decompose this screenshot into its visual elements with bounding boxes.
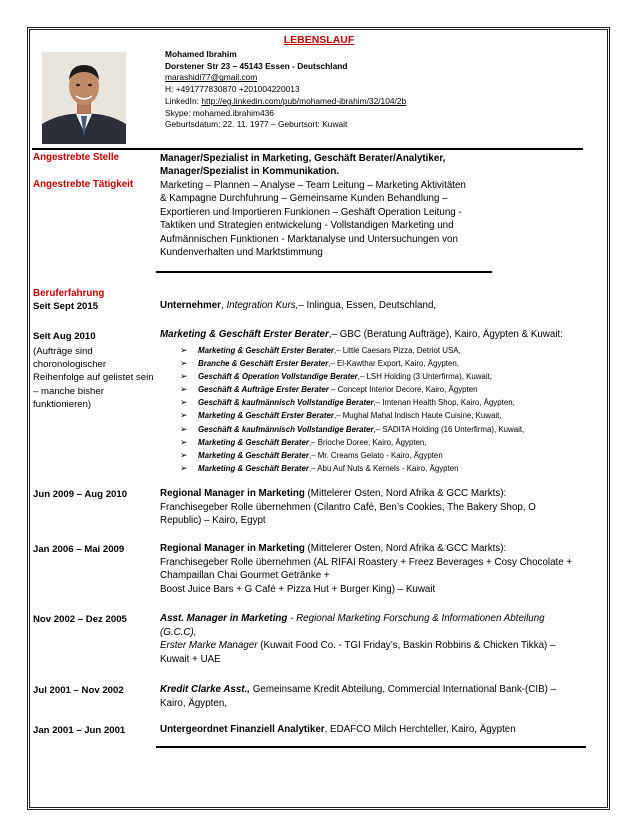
list-item-role: Marketing & Geschäft Erster Berater (198, 411, 334, 421)
date-job-2006: Jan 2006 – Mai 2009 (33, 544, 125, 555)
job-entry-2002 (160, 612, 600, 666)
list-item-client: ,– Brioche Doree, Kairo, Ägypten, (308, 437, 427, 447)
job-line: Champaillan Chai Gourmet Getränke + (160, 570, 330, 582)
list-item (180, 449, 524, 462)
job-entry-2009 (160, 487, 600, 528)
list-item-role: Geschäft & Operation Vollstandige Berater (198, 372, 358, 382)
consulting-list (180, 344, 524, 475)
activity-line: Aufmännischen Funktionen - Marktanalyse und Untersuchungen von (160, 233, 458, 245)
position-line: Manager/Spezialist in Marketing, Geschäft Berater/Analytiker, (160, 153, 446, 164)
linkedin (165, 96, 406, 108)
job-role: Untergeordnet Finanziell Analytiker (160, 724, 325, 735)
job-line: , EDAFCO Milch Herchteller, Kairo, Ägypten (324, 724, 516, 735)
job-line: (G.C.C), (160, 626, 197, 638)
arrow-bullet-icon: ➢ (180, 345, 188, 355)
list-item-client: ,– Imtenan Health Shop, Kairo, Ägypten, (373, 398, 515, 408)
job-role: Kredit Clarke Asst., (160, 684, 251, 695)
job-entry-2006 (160, 542, 600, 596)
arrow-bullet-icon: ➢ (180, 449, 188, 460)
profile-photo (42, 52, 126, 144)
linkedin-link[interactable]: http://eg.linkedin.com/pub/mohamed-ibrahim/32/104/2b (201, 95, 407, 106)
course-place: – Inlingua, Essen, Deutschland, (298, 300, 437, 311)
activity-text (160, 179, 466, 259)
list-item-role: Geschäft & kaufmännisch Vollstandige Berater (198, 398, 374, 408)
list-item (180, 462, 524, 475)
page-title: LEBENSLAUF (283, 34, 355, 46)
list-item-role: Geschäft & Aufträge Erster Berater (198, 385, 329, 395)
entry-since-2010 (160, 328, 600, 342)
activity-line: Exportieren und Importieren Funkionen – Geshäft Operation Leitung - (160, 206, 462, 218)
list-item (180, 409, 524, 422)
separator: , (220, 300, 227, 311)
date-job-2002: Nov 2002 – Dez 2005 (33, 614, 127, 625)
job-role-secondary: Erster Marke Manager (160, 640, 258, 652)
list-item-client: ,– SADITA Holding (16 Unterfirma), Kuwait, (373, 424, 525, 434)
job-role: Asst. Manager in Marketing (160, 613, 288, 624)
job-entry-2001b (160, 683, 600, 710)
job-line: (Mittelerer Osten, Nord Afrika & GCC Markts): (304, 543, 507, 554)
activity-line: Kundenverhalten und Marktstimmung (160, 247, 323, 259)
date-job-2009: Jun 2009 – Aug 2010 (33, 489, 128, 500)
job-line: Gemeinsame Kredit Abteilung, Commercial International Bank-(CIB) – (250, 684, 557, 695)
contact-block (165, 49, 406, 131)
list-item (180, 357, 524, 370)
list-item-role: Marketing & Geschäft Berater (198, 437, 309, 447)
email-link[interactable]: marashidi77@gmail.com (165, 72, 258, 83)
order-note: (Aufträge sind choronologischer Reihenfolge auf gelistet sein – manche bisher funktionieren) (33, 346, 154, 410)
list-item-client: ,– Mr. Creams Gelato - Kairo, Ägypten (308, 450, 443, 460)
job-line: Kairo, Ägypten, (160, 697, 227, 709)
skype: Skype: mohamed.ibrahim436 (165, 107, 274, 118)
list-item (180, 423, 524, 436)
list-item-client: ,– Abu Auf Nuts & Kernels - Kairo, Ägypten (308, 463, 459, 473)
job-line: Franchisegeber Rolle übernehmen (AL RIFAI Roastery + Freez Beverages + Cosy Chocolate + (160, 556, 573, 568)
date-since-2015: Seit Sept 2015 (33, 301, 99, 312)
arrow-bullet-icon: ➢ (180, 397, 188, 408)
company: Unternehmer (160, 300, 221, 311)
list-item-client: ,– El-Kawthar Export, Kairo, Ägypten, (328, 359, 459, 369)
date-job-2001a: Jan 2001 – Jun 2001 (33, 725, 126, 736)
job-line: Franchisegeber Rolle übernehmen (Cilantro Café, Ben’s Cookies, The Bakery Shop, O (160, 501, 536, 513)
job-line: - Regional Marketing Forschung & Informationen Abteilung (287, 613, 545, 624)
job-line: Republic) – Kairo, Egypt (160, 515, 266, 527)
job-line: Kuwait + UAE (160, 653, 221, 665)
list-item-client: ,– Mughal Mahal Indisch Haute Cuisine, Kuwait, (333, 411, 502, 421)
list-item-role: Marketing & Geschäft Berater (198, 450, 309, 460)
list-item-role: Marketing & Geschäft Erster Berater (198, 346, 334, 355)
arrow-bullet-icon: ➢ (180, 462, 188, 473)
role-place: ,– GBC (Beratung Aufträge), Kairo, Ägypten & Kuwait: (328, 329, 563, 340)
arrow-bullet-icon: ➢ (180, 410, 188, 421)
position-line: Manager/Spezialist in Kommunikation. (160, 166, 340, 178)
list-item (180, 344, 524, 357)
applicant-name: Mohamed Ibrahim (165, 49, 237, 59)
divider-top (32, 148, 583, 150)
position-label: Angestrebte Stelle (33, 152, 120, 163)
list-item-role: Marketing & Geschäft Berater (198, 463, 309, 473)
activity-line: Marketing – Plannen – Analyse – Team Leitung – Marketing Aktivitäten (160, 180, 466, 191)
course: Integration Kurs, (226, 300, 299, 311)
divider-bottom (156, 746, 586, 748)
activity-label: Angestrebte Tätigkeit (33, 179, 134, 190)
divider-mid (156, 271, 492, 273)
arrow-bullet-icon: ➢ (180, 436, 188, 447)
list-item-client: ,– Little Caesars Pizza, Detriot USA, (333, 346, 461, 355)
arrow-bullet-icon: ➢ (180, 423, 188, 434)
address: Dorstener Str 23 – 45143 Essen - Deutschland (165, 60, 348, 71)
activity-line: & Kampagne Durchfuhrung – Gemeinsame Kunden Behandlung – (160, 193, 448, 205)
job-line: (Kuwait Food Co. - TGI Friday’s, Baskin Robbins & Chicken Tikka) – (257, 640, 556, 652)
experience-section-label: Beruferfahrung (33, 288, 105, 299)
list-item-client: ,– LSH Holding (3 Unterfirma), Kuwait, (357, 372, 492, 382)
job-line: (Mittelerer Osten, Nord Afrika & GCC Markts): (304, 488, 507, 499)
job-line: Boost Juice Bars + G Café + Pizza Hut + Burger King) – Kuwait (160, 583, 436, 595)
list-item (180, 370, 524, 383)
arrow-bullet-icon: ➢ (180, 384, 188, 395)
arrow-bullet-icon: ➢ (180, 358, 188, 369)
role-title: Marketing & Geschäft Erster Berater (160, 329, 329, 340)
job-role: Regional Manager in Marketing (160, 488, 305, 499)
list-item (180, 396, 524, 409)
position-text (160, 152, 445, 179)
entry-since-2015 (160, 299, 600, 313)
date-since-2010: Seit Aug 2010 (33, 331, 96, 342)
linkedin-label: LinkedIn: (165, 95, 202, 106)
birth-info: Geburtsdatum: 22. 11. 1977 – Geburtsort: Kuwait (165, 119, 348, 130)
phone: H: +491777830870 +201004220013 (165, 84, 300, 95)
list-item-role: Geschäft & kaufmännisch Vollstandige Berater (198, 424, 374, 434)
arrow-bullet-icon: ➢ (180, 371, 188, 382)
job-role: Regional Manager in Marketing (160, 543, 305, 554)
list-item (180, 436, 524, 449)
activity-line: Taktiken und Strategien entwickelung - Vollstandigen Marketing und (160, 220, 454, 232)
list-item-role: Branche & Geschäft Erster Berater (198, 359, 329, 369)
list-item-client: – Concept Interior Decore, Kairo, Ägypten (328, 385, 478, 395)
job-entry-2001a (160, 723, 600, 737)
date-job-2001b: Jul 2001 – Nov 2002 (33, 685, 124, 696)
list-item (180, 383, 524, 396)
